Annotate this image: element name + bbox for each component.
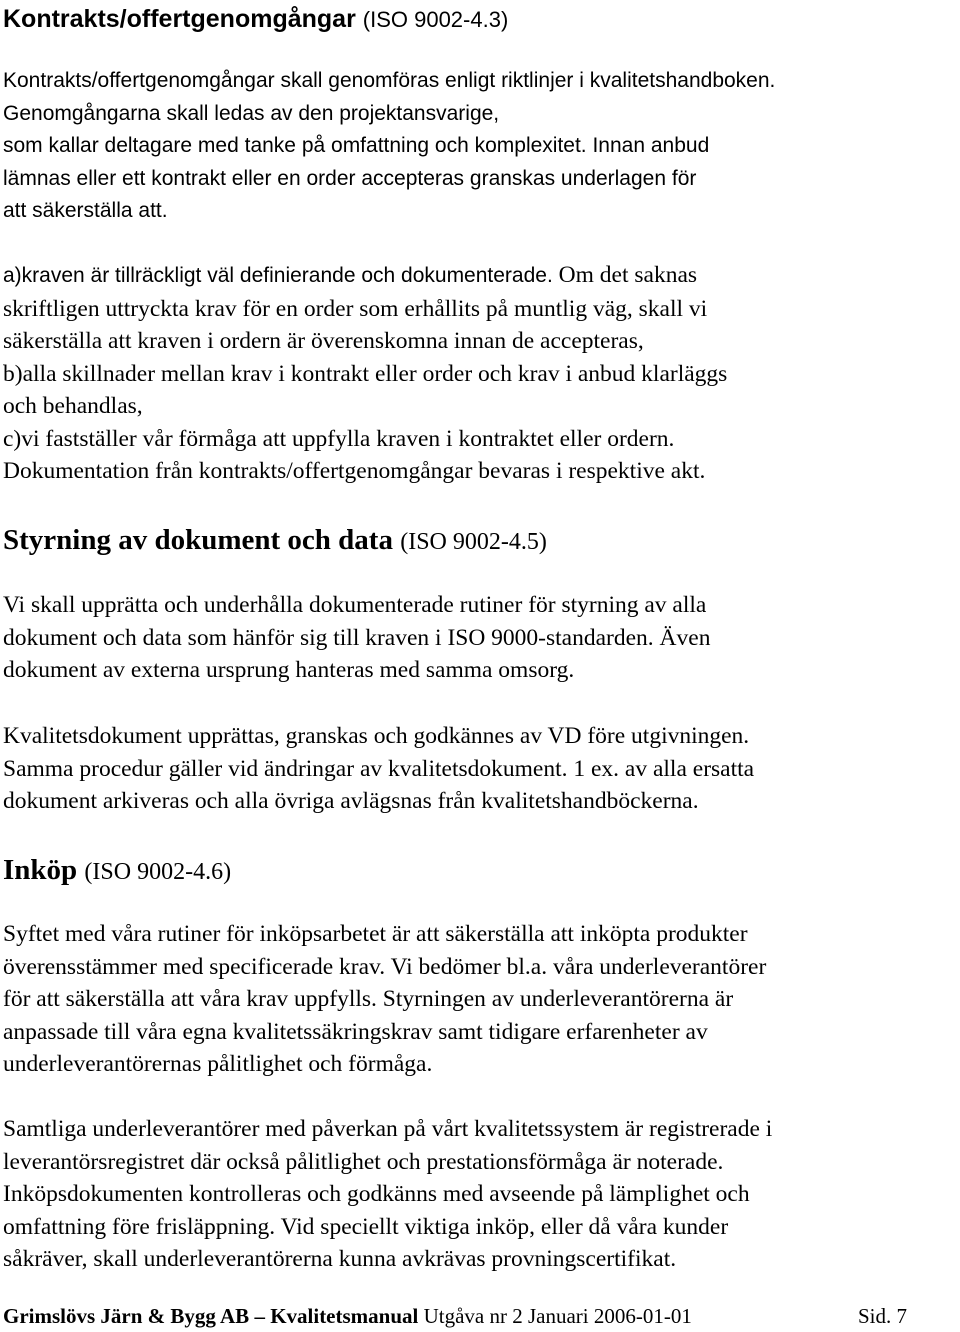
section-heading-inkop [3,851,231,891]
paragraph-kontrakt-intro [3,65,775,228]
text-segment: Om det saknas [552,262,698,288]
text-line: Samma procedur gäller vid ändringar av kvalitetsdokument. 1 ex. av alla ersatta [3,755,755,782]
text-line: Vi skall upprätta och underhålla dokumenterade rutiner för styrning av alla [3,592,707,618]
text-line: Kontrakts/offertgenomgångar skall genomföras enligt riktlinjer i kvalitetshandboken. [3,69,776,92]
heading-text: Kontrakts/offertgenomgångar [3,5,356,33]
heading-reference: (ISO 9002-4.6) [84,859,232,885]
text-line: att säkerställa att. [3,199,168,222]
text-line: dokument arkiveras och alla övriga avlägsnas från kvalitetshandböckerna. [3,788,699,814]
text-segment: a)kraven är tillräckligt väl definierande och dokumenterade. [3,264,553,287]
heading-text: Styrning av dokument och data [3,524,393,556]
paragraph-inkop-suppliers [3,1113,772,1276]
text-line: dokument av externa ursprung hanteras med samma omsorg. [3,657,575,683]
footer-page-number: Sid. 7 [858,1304,908,1328]
text-line: såkräver, skall underleverantörerna kunna avkrävas provningscertifikat. [3,1246,677,1272]
text-line: b)alla skillnader mellan krav i kontrakt eller order och krav i anbud klarläggs [3,360,728,387]
section-heading-kontrakt [3,2,508,37]
text-line: för att säkerställa att våra krav uppfylls. Styrningen av underleverantörerna är [3,986,734,1012]
text-line: Inköpsdokumenten kontrolleras och godkänns med avseende på lämplighet och [3,1181,750,1207]
text-line: säkerställa att kraven i ordern är överenskomna innan de accepteras, [3,328,644,354]
text-line: underleverantörernas pålitlighet och förmåga. [3,1051,433,1077]
text-line: leverantörsregistret där också pålitlighet och prestationsförmåga är noterade. [3,1148,724,1175]
text-line [3,259,727,293]
footer-company: Grimslövs Järn & Bygg AB [3,1304,250,1328]
footer-date: 2006-01-01 [593,1304,692,1328]
text-line: Syftet med våra rutiner för inköpsarbetet är att säkerställa att inköpta produkter [3,921,748,947]
footer-edition: Utgåva nr 2 Januari [423,1304,589,1328]
paragraph-kontrakt-requirements [3,259,727,488]
text-line: Genomgångarna skall ledas av den projektansvarige, [3,101,500,125]
paragraph-styrning-intro [3,589,710,687]
text-line: Kvalitetsdokument upprättas, granskas och godkännes av VD före utgivningen. [3,723,750,749]
section-heading-styrning [3,521,547,561]
text-line: överensstämmer med specificerade krav. Vi bedömer bl.a. våra underleverantörer [3,953,767,980]
text-line: och behandlas, [3,393,143,419]
footer-dash: – [254,1304,265,1328]
paragraph-styrning-documents [3,720,754,818]
heading-reference: (ISO 9002-4.5) [400,529,547,555]
heading-reference: (ISO 9002-4.3) [362,7,509,32]
text-line: som kallar deltagare med tanke på omfattning och komplexitet. Innan anbud [3,134,710,157]
text-line: Dokumentation från kontrakts/offertgenomgångar bevaras i respektive akt. [3,458,706,484]
text-line: omfattning före frisläppning. Vid speciellt viktiga inköp, eller då våra kunder [3,1213,729,1240]
page-footer [3,1302,953,1330]
text-line: dokument och data som hänför sig till kraven i ISO 9000-standarden. Även [3,624,711,651]
paragraph-inkop-purpose [3,918,766,1081]
text-line: Samtliga underleverantörer med påverkan på vårt kvalitetssystem är registrerade i [3,1116,773,1142]
text-line: anpassade till våra egna kvalitetssäkringskrav samt tidigare erfarenheter av [3,1018,708,1045]
text-line: lämnas eller ett kontrakt eller en order accepteras granskas underlagen för [3,166,697,190]
footer-manual: Kvalitetsmanual [270,1304,419,1328]
heading-text: Inköp [3,854,78,886]
text-line: skriftligen uttryckta krav för en order som erhållits på muntlig väg, skall vi [3,295,708,322]
text-line: c)vi fastställer vår förmåga att uppfylla kraven i kontraktet eller ordern. [3,425,675,452]
